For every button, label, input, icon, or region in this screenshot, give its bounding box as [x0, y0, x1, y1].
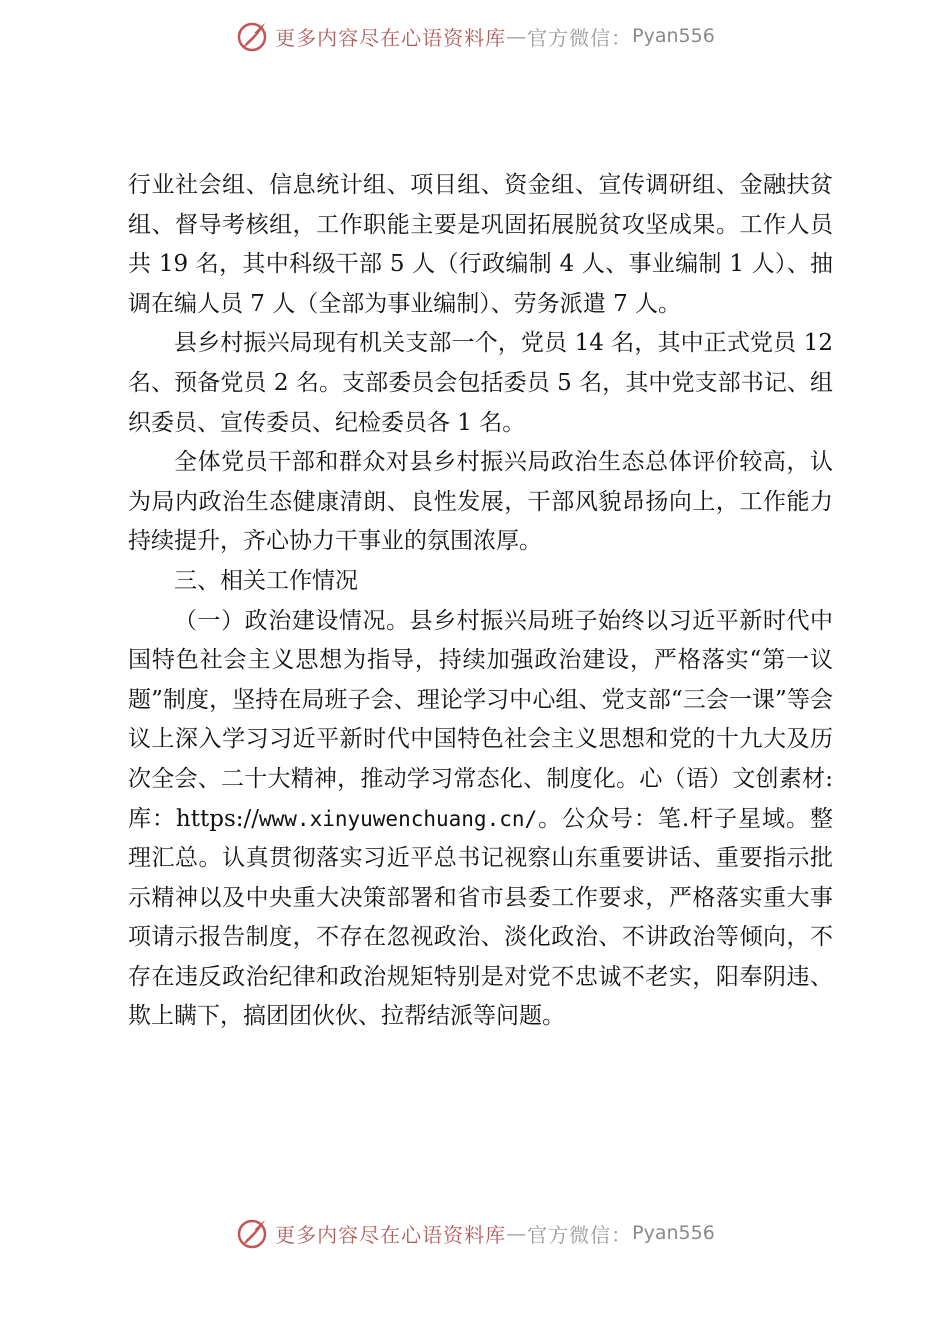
paragraph-part2: 。公众号：笔.杆子星域。整理汇总。认真贯彻落实习近平总书记视察山东重要讲话、重要指示批示精神以及中央重大决策部署和省市县委工作要求，严格落实重大事项请示报告制度，不存在忽视政治、淡化政治、不讲政治等倾向，不存在违反政治纪律和政治规矩特别是对党不忠诚不老实，阳奉阴违、欺上瞒下，搞团团伙伙、拉帮结派等问题。: [128, 805, 833, 1030]
watermark-text: 更多内容尽在心语资料库: [275, 1222, 507, 1247]
watermark-text: 更多内容尽在心语资料库: [275, 25, 507, 50]
quill-logo-icon: [235, 1216, 269, 1250]
source-url: www.xinyuwenchuang.cn/: [259, 806, 538, 831]
wechat-id: Pyan556: [632, 25, 715, 47]
paragraph-party-branch: 县乡村振兴局现有机关支部一个，党员 14 名，其中正式党员 12 名、预备党员 2 名。支部委员会包括委员 5 名，其中党支部书记、组织委员、宣传委员、纪检委员各 1 名。: [128, 330, 833, 436]
watermark-separator: —: [506, 1221, 528, 1245]
wechat-label: 官方微信：: [527, 25, 633, 50]
section-heading: 三、相关工作情况: [174, 567, 358, 594]
wechat-id: Pyan556: [632, 1222, 715, 1244]
paragraph-evaluation: 全体党员干部和群众对县乡村振兴局政治生态总体评价较高，认为局内政治生态健康清朗、良性发展，干部风貌昂扬向上，工作能力持续提升，齐心协力干事业的氛围浓厚。: [128, 449, 833, 555]
document-body: [128, 166, 833, 1037]
paragraph-part1: （一）政治建设情况。县乡村振兴局班子始终以习近平新时代中国特色社会主义思想为指导，持续加强政治建设，严格落实“第一议题”制度，坚持在局班子会、理论学习中心组、党支部“三会一课”等会议上深入学习习近平新时代中国特色社会主义思想和党的十九大及历次全会、二十大精神，推动学习常态化、制度化。心（语）文创素材:库：https://: [128, 607, 833, 832]
wechat-label: 官方微信：: [527, 1222, 633, 1247]
header-watermark: [0, 14, 950, 58]
paragraph-political-construction: [128, 602, 833, 1038]
paragraph-staffing: 行业社会组、信息统计组、项目组、资金组、宣传调研组、金融扶贫组、督导考核组，工作职能主要是巩固拓展脱贫攻坚成果。工作人员共 19 名，其中科级干部 5 人（行政编制 4 人、事业编制 1 人）、抽调在编人员 7 人（全部为事业编制）、劳务派遣 7 人。: [128, 172, 833, 317]
footer-watermark: [0, 1211, 950, 1255]
quill-logo-icon: [235, 19, 269, 53]
watermark-separator: —: [506, 24, 528, 48]
